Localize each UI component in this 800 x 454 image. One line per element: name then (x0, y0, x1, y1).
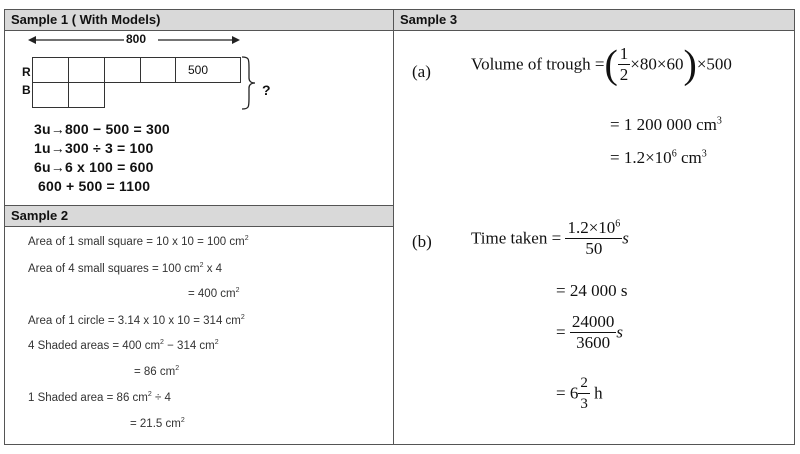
time-result-3: = 6 $\frac{2}{3}$ h (556, 375, 603, 412)
sample2-line: = 21.5 $cm^2$ (130, 417, 185, 430)
r-unit-box (140, 57, 176, 83)
sample2-line: = 86 $cm^2$ (134, 365, 180, 378)
sample1-line: 6u→6 x 100 = 600 (34, 159, 154, 175)
time-result-1: = 24 000 s (556, 281, 628, 300)
sample2-header: Sample 2 (5, 205, 393, 227)
brace-icon (240, 56, 260, 110)
part-b-label: (b) (412, 232, 432, 251)
sample2-line: 1 Shaded area = 86 $cm^2 \div 4$ (28, 391, 171, 404)
sample3-header: Sample 3 (394, 10, 794, 31)
b-unit-box (68, 82, 105, 108)
volume-result-1: = 1 200 000 $cm^3$ (610, 115, 722, 134)
sample2-line: Area of 1 circle = 3.14 x 10 x 10 = 314 $cm^2$ (28, 314, 245, 327)
column-divider (393, 9, 394, 445)
length-label: 800 (126, 32, 147, 46)
r-unit-box (32, 57, 69, 83)
row-label-r: R (22, 65, 31, 79)
volume-equation: Volume of trough =( $\frac{1}{2}$ ×80×60)×500 (471, 41, 732, 87)
r-unit-box (68, 57, 105, 83)
sample2-line: Area of 4 small squares = 100 $cm^2$ x 4 (28, 262, 223, 275)
sample2-line: Area of 1 small square = 10 x 10 = 100 $cm^2$ (28, 235, 249, 248)
time-equation: Time taken = $\frac{1.2\times 10^6}{50}$ s (471, 218, 629, 258)
sample1-line: 1u→300 ÷ 3 = 100 (34, 140, 154, 156)
time-result-2: = $\frac{24000}{3600}$ s (556, 312, 623, 352)
part-a-label: (a) (412, 62, 431, 81)
sample1-header: Sample 1 ( With Models) (5, 10, 393, 31)
sample1-line: 3u→800 − 500 = 300 (34, 121, 170, 137)
sample2-line: = 400 $cm^2$ (188, 287, 240, 300)
question-mark: ? (262, 82, 271, 98)
b-unit-box (32, 82, 69, 108)
volume-result-2: = $1.2\times 10^6$ $cm^3$ (610, 148, 707, 167)
box-value: 500 (188, 63, 209, 77)
sample2-line: 4 Shaded areas = 400 $cm^2 - 314$ $cm^2$ (28, 339, 219, 352)
row-label-b: B (22, 83, 31, 97)
r-unit-box (104, 57, 141, 83)
sample1-line: 600 + 500 = 1100 (38, 178, 151, 194)
